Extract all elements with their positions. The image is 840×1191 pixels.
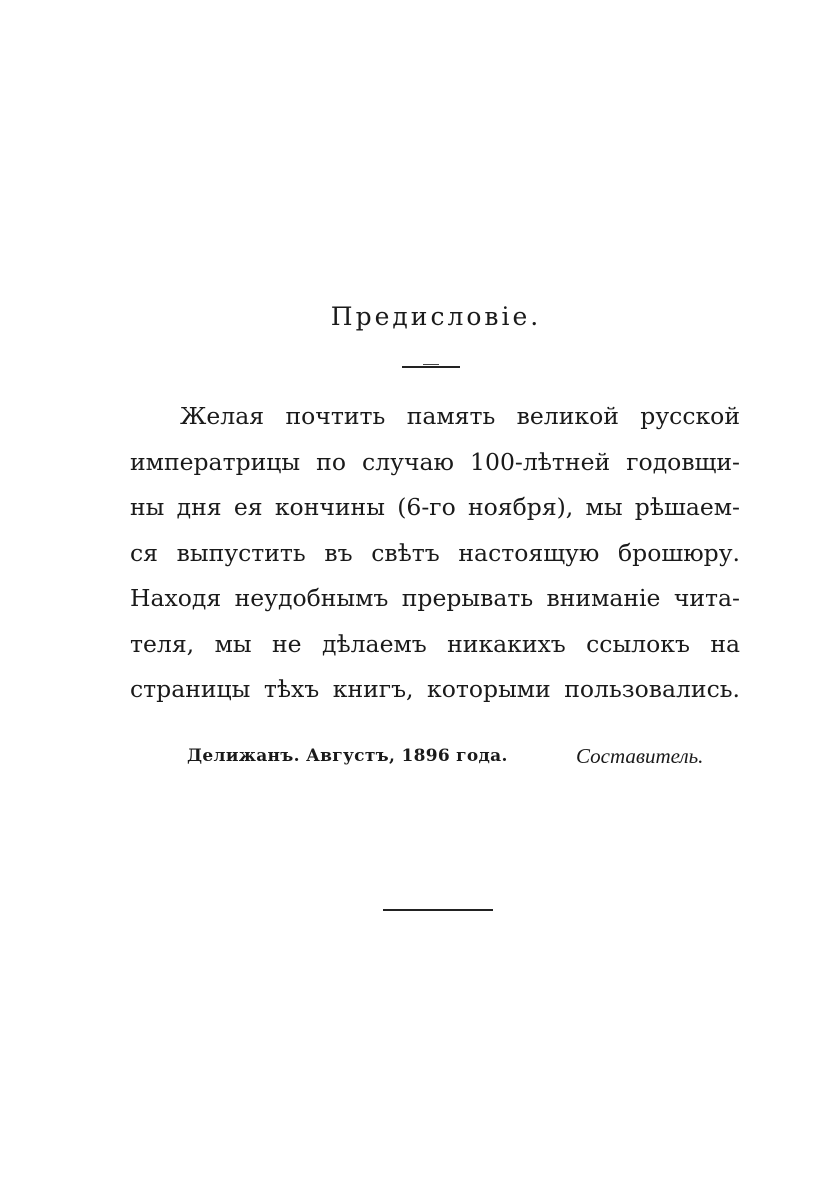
preface-heading: Предисловіе. [330, 302, 542, 331]
paragraph-line: императрицы по случаю 100-лѣтней годовщи- [130, 447, 740, 476]
paragraph-line: ны дня ея кончины (6-го ноября), мы рѣшаем- [130, 493, 740, 521]
paragraph-line: теля, мы не дѣлаемъ никакихъ ссылокъ на [130, 629, 740, 658]
paragraph-line: ся выпустить въ свѣтъ настоящую брошюру. [130, 538, 740, 567]
paragraph-line: Находя неудобнымъ прерывать вниманіе чита- [130, 584, 740, 612]
end-divider-rule [383, 909, 493, 911]
heading-ornament-divider [402, 364, 460, 370]
place-date-line: Делижанъ. Августъ, 1896 года. [187, 746, 508, 766]
paragraph-line: Желая почтить память великой русской [180, 402, 740, 430]
author-signature: Составитель. [576, 744, 704, 768]
paragraph-line: страницы тѣхъ книгъ, которыми пользовались. [130, 675, 740, 703]
preface-paragraph [130, 394, 740, 713]
